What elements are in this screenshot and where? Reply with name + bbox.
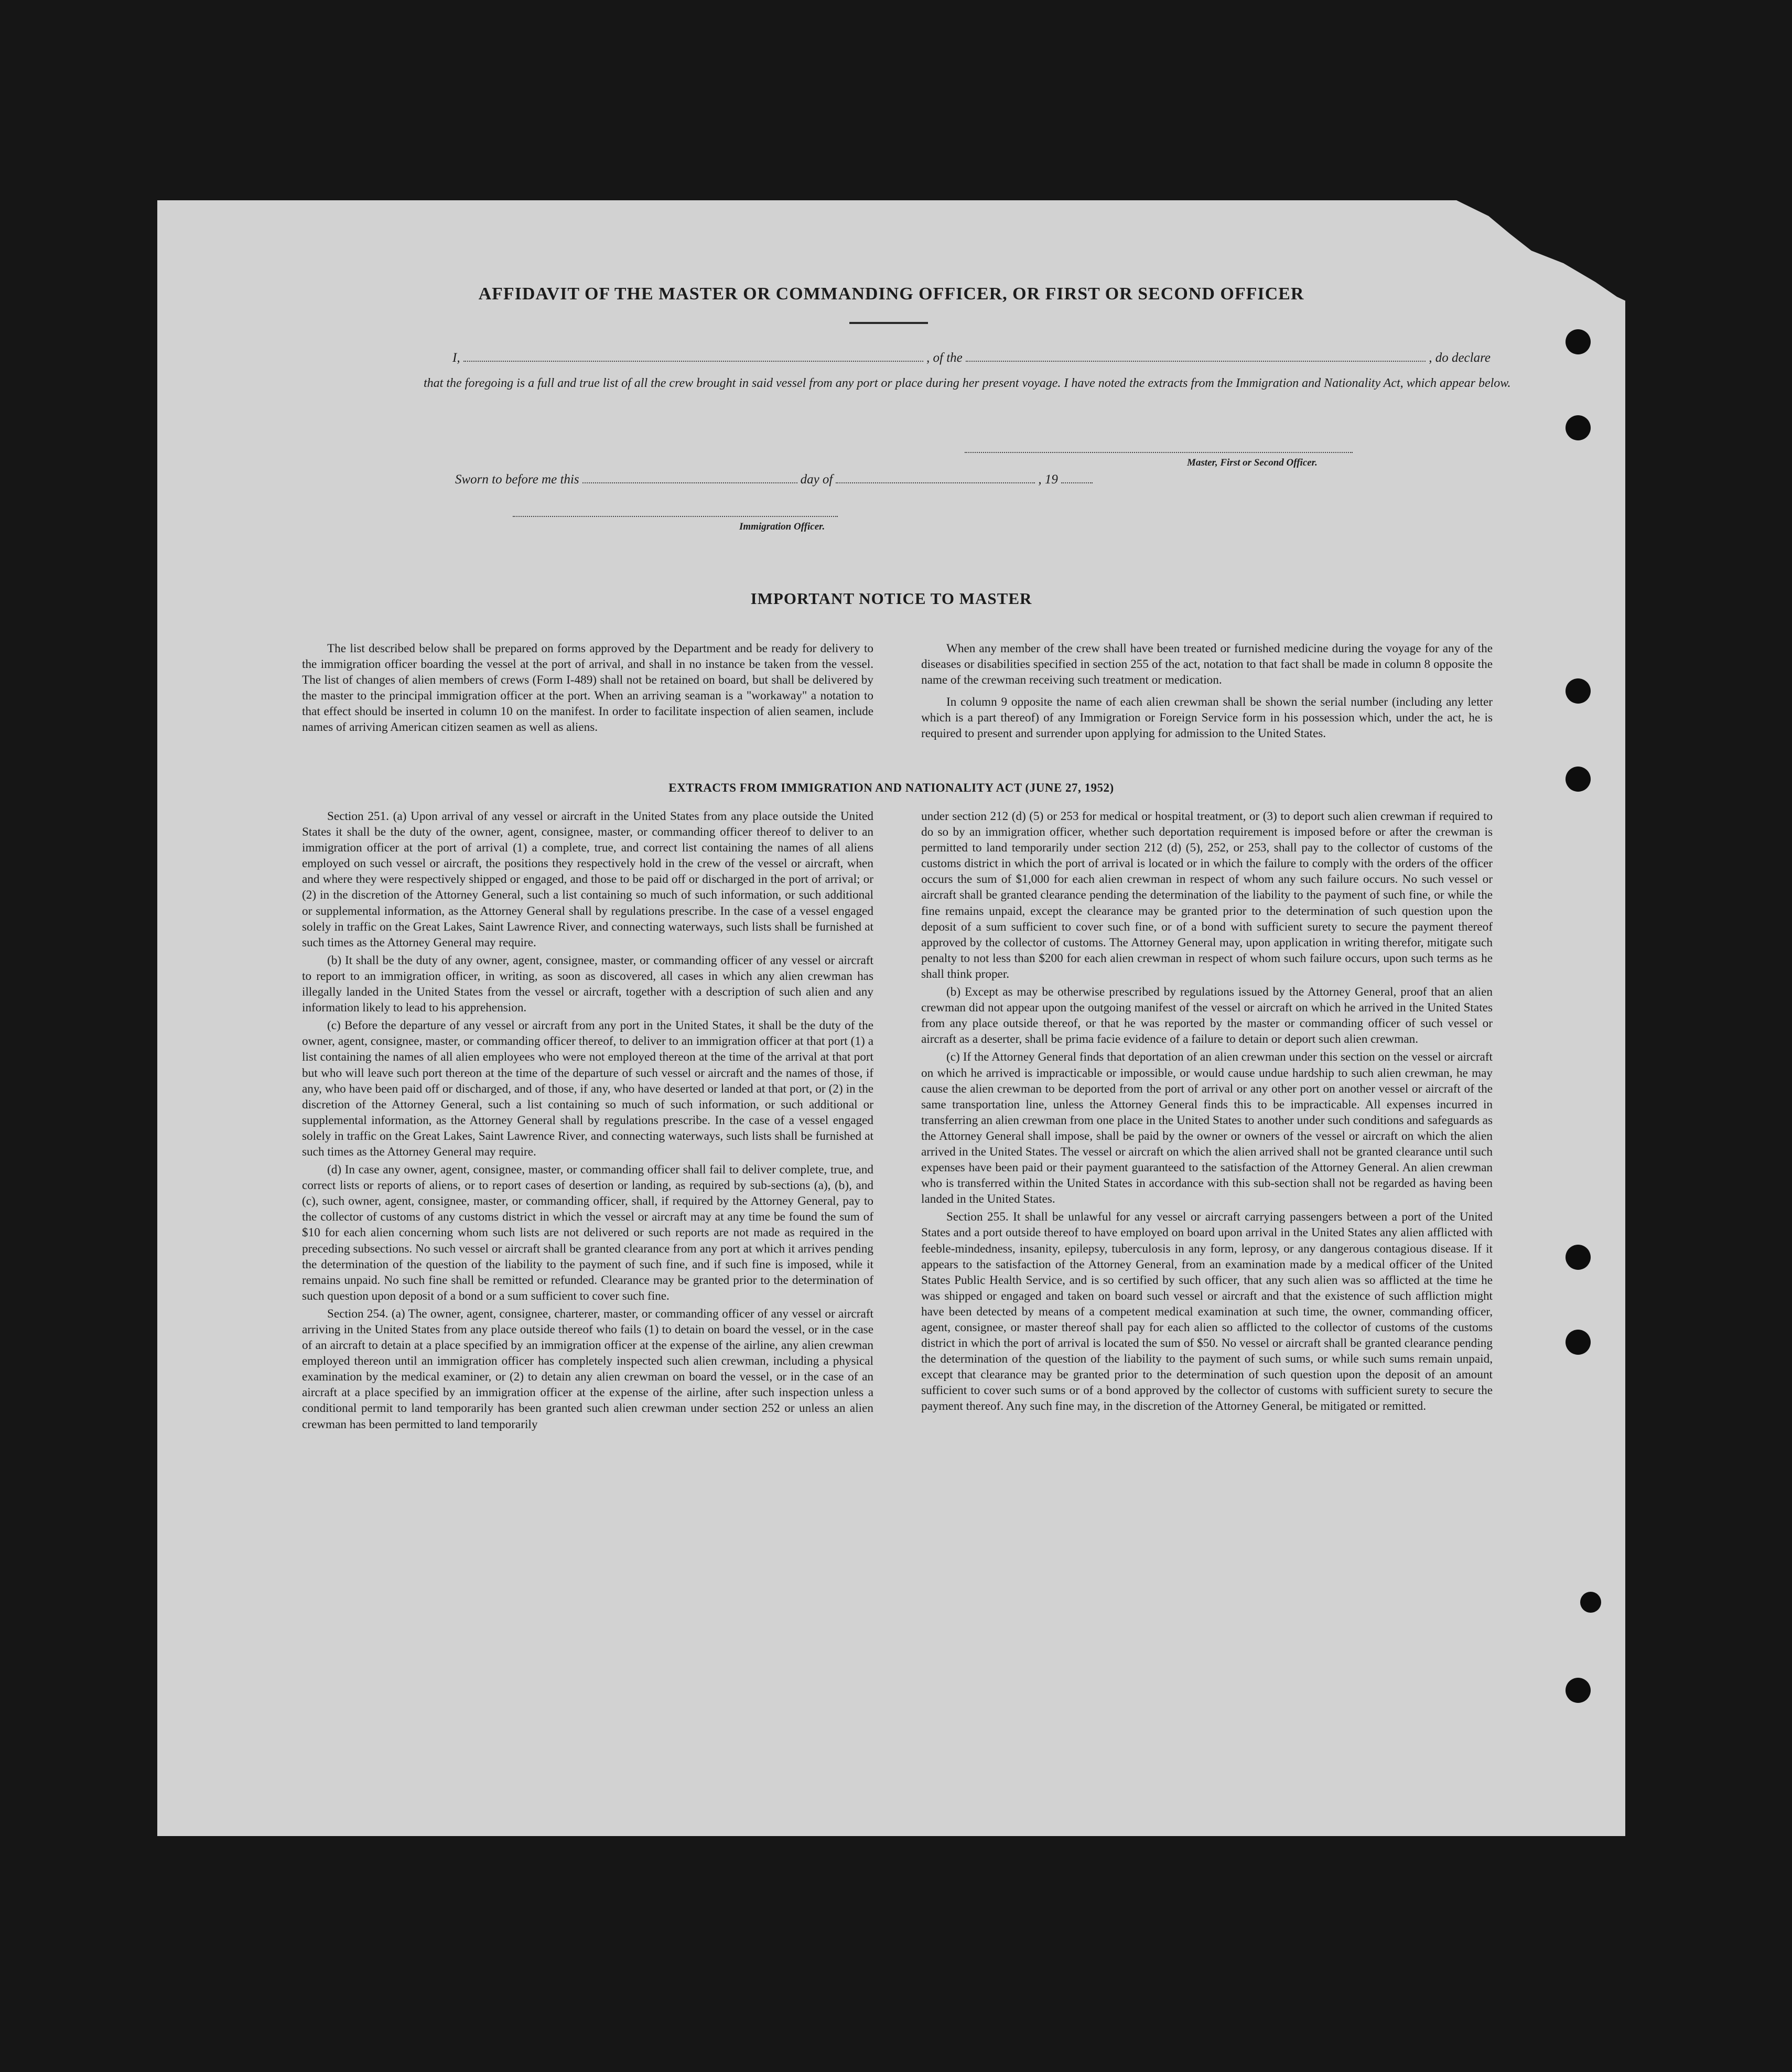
sworn-month-blank[interactable] [836, 472, 1035, 483]
sworn-year-blank[interactable] [1061, 472, 1093, 483]
punch-hole [1566, 678, 1591, 704]
act-paragraph: (c) If the Attorney General finds that deportation of an alien crewman under this section on the vessel or aircraft on which he arrived is impracticable or impossible, or would cause undue hardship to such alien crewman, he may cause the alien crewman to be deported from the port of arrival or any other port on another vessel or aircraft of the same transportation line, unless the Attorney General finds this to be impracticable. All expenses incurred in transferring an alien crewman from one place in the United States to another under such conditions and safeguards as the Attorney General shall impose, shall be paid by the owner or owners of the vessel or aircraft on which the alien arrived in the United States. The vessel or aircraft on which the alien arrived shall not be granted clearance until such expenses have been paid or their payment guaranteed to the satisfaction of the Attorney General. An alien crewman who is transferred within the United States in accordance with this sub-section shall not be regarded as having been landed in the United States. [921, 1050, 1493, 1206]
sworn-before-label: Sworn to before me this [455, 472, 579, 487]
act-paragraph: (c) Before the departure of any vessel or aircraft from any port in the United States, it shall be the duty of the owner, agent, consignee, master, or commanding officer thereof, to deliver to an immigration officer at that port (1) a list containing the names of all alien employees who were not employed thereon at the time of the arrival at that port but who will leave such port thereon at the time of the departure of such vessel or aircraft and the names of those, if any, who have been paid off or discharged, and of those, if any, who have deserted or landed at that port, or (2) in the discretion of the Attorney General, such a list containing so much of such information, or such additional or supplemental information, as the Attorney General shall by regulations prescribe. In the case of a vessel engaged solely in traffic on the Great Lakes, Saint Lawrence River, and connecting waterways, such lists shall be furnished at such times as the Attorney General may require. [302, 1019, 873, 1159]
immigration-officer-signature-line[interactable] [513, 516, 838, 517]
extracts-left-column [302, 808, 873, 1432]
act-paragraph: Section 254. (a) The owner, agent, consignee, charterer, master, or commanding officer of any vessel or aircraft arriving in the United States from any place outside thereof who fails (1) to detain on board the vessel, or in the case of an aircraft to detain at a place specified by an immigration officer at the expense of the airline, any alien crewman employed thereon until an immigration officer has completely inspected such alien crewman, including a physical examination by the medical examiner, or (2) to detain any alien crewman on board the vessel, or in the case of an aircraft at a place specified by an immigration officer at the expense of the airline, after such inspection unless a conditional permit to land temporarily has been granted such alien crewman under section 252 or unless an alien crewman has been permitted to land temporarily [302, 1307, 873, 1431]
punch-hole [1566, 1678, 1591, 1703]
punch-hole [1580, 1592, 1601, 1613]
sworn-line [455, 472, 1294, 487]
document-page [157, 200, 1625, 1836]
act-paragraph: Section 255. It shall be unlawful for any vessel or aircraft carrying passengers between a port of the United States and a port outside thereof to have employed on board upon arrival in the United States any alien afflicted with feeble-mindedness, insanity, epilepsy, tuberculosis in any form, leprosy, or any dangerous contagious disease. If it appears to the satisfaction of the Attorney General, from an examination made by a medical officer of the United States Public Health Service, and is so certified by such officer, that any such alien was so afflicted at the time he was shipped or engaged and taken on board such vessel or aircraft and that the existence of such affliction might have been detected by means of a competent medical examination at such time, the owner, commanding officer, agent, consignee, or master thereof shall pay for each alien so afflicted to the collector of customs of the customs district in which the port of arrival is located the sum of $50. No vessel or aircraft shall be granted clearance pending the determination of the question of the liability to the payment of such sums, or while such sums remain unpaid, except that clearance may be granted prior to the determination of such question upon the deposit of an amount sufficient to cover such sums or of a bond approved by the collector of customs with sufficient surety to secure the payment thereof. Any such fine may, in the discretion of the Attorney General, be mitigated or remitted. [921, 1210, 1493, 1413]
act-paragraph: (b) Except as may be otherwise prescribed by regulations issued by the Attorney General, proof that an alien crewman did not appear upon the outgoing manifest of the vessel or aircraft on which he arrived in the United States from any place outside thereof, or that he was reported by the master or commanding officer of such vessel or aircraft as a deserter, shall be prima facie evidence of a failure to detain or deport such alien crewman. [921, 985, 1493, 1046]
affidavit-declaration-text: that the foregoing is a full and true list of all the crew brought in said vessel from any port or place during her present voyage. I have noted the extracts from the Immigration and Nationality Act, which appear below. [424, 376, 1511, 390]
day-of-label: day of [800, 472, 833, 487]
extracts-title: EXTRACTS FROM IMMIGRATION AND NATIONALITY ACT (JUNE 27, 1952) [668, 781, 1114, 794]
punch-hole [1566, 415, 1591, 440]
act-paragraph: (d) In case any owner, agent, consignee, master, or commanding officer shall fail to deliver complete, true, and correct lists or reports of aliens, or to report cases of desertion or landing, as required by sub-sections (a), (b), and (c), such owner, agent, consignee, master, or commanding officer, shall, if required by the Attorney General, pay to the collector of customs of any customs district in which the vessel or aircraft may at any time be found the sum of $10 for each alien concerning whom such lists are not delivered or such reports are not made as required in the preceding subsections. No such vessel or aircraft shall be granted clearance from any port at which it arrives pending the determination of the question of the liability to the payment of such fine, and if such fine is imposed, while it remains unpaid. No such fine shall be remitted or refunded. Clearance may be granted prior to the determination of such question upon deposit of a bond or a sum sufficient to cover such fine. [302, 1163, 873, 1303]
extracts-right-column [921, 808, 1493, 1415]
immigration-officer-label: Immigration Officer. [739, 521, 825, 532]
vessel-blank[interactable] [966, 350, 1426, 362]
declaration-of-the: , of the [926, 351, 963, 365]
punch-hole [1566, 1330, 1591, 1355]
notice-paragraph: When any member of the crew shall have been treated or furnished medicine during the voyage for any of the diseases or disabilities specified in section 255 of the act, notation to that fact shall be made in column 8 opposite the name of the crewman receiving such treatment or medication. [921, 642, 1493, 687]
title-rule [849, 322, 928, 324]
declaration-do-declare: , do declare [1429, 351, 1491, 365]
sworn-day-blank[interactable] [582, 472, 797, 483]
notice-paragraph: In column 9 opposite the name of each alien crewman shall be shown the serial number (including any letter which is a part thereof) of any Immigration or Foreign Service form in his possession which, under the act, he is required to present and surrender upon applying for admission to the United States. [921, 695, 1493, 741]
master-signature-label: Master, First or Second Officer. [1187, 457, 1318, 468]
affidavit-declaration-line [452, 350, 1491, 365]
year-prefix-label: , 19 [1038, 472, 1058, 487]
punch-hole [1566, 1245, 1591, 1270]
notice-paragraph: The list described below shall be prepared on forms approved by the Department and be ready for delivery to the immigration officer boarding the vessel at the port of arrival, and shall in no instance be taken from the vessel. The list of changes of alien members of crews (Form I-489) shall not be retained on board, but shall be delivered by the master to the principal immigration officer at the port. When an arriving seaman is a "workaway" a notation to that effect should be inserted in column 10 on the manifest. In order to facilitate inspection of alien seamen, include names of arriving American citizen seamen as well as aliens. [302, 642, 873, 735]
act-paragraph: under section 212 (d) (5) or 253 for medical or hospital treatment, or (3) to deport such alien crewman if required to do so by an immigration officer, whether such deportation requirement is imposed before or after the crewman is permitted to land temporarily under section 212 (d) (5), 252, or 253, shall pay to the collector of customs of the customs district in which the port of arrival is located or in which the failure to comply with the orders of the officer occurs the sum of $1,000 for each alien crewman in respect of whom any such failure occurs. No such vessel or aircraft shall be granted clearance pending the determination of the liability to the payment of such fine, or while the fine remains unpaid, except the clearance may be granted prior to the determination of such question upon the deposit of a sum sufficient to cover such fine, or of a bond with sufficient surety to secure the payment thereof approved by the collector of customs. The Attorney General may, upon application in writing therefor, mitigate such penalty to not less than $200 for each alien crewman in respect of whom such failure occurs, upon such terms as he shall think proper. [921, 810, 1493, 981]
notice-left-column [302, 641, 873, 736]
act-paragraph: (b) It shall be the duty of any owner, agent, consignee, master, or commanding officer of any vessel or aircraft to report to an immigration officer, in writing, as soon as discovered, all cases in which any alien crewman has illegally landed in the United States from the vessel or aircraft, together with a description of such alien and any information likely to lead to his apprehension. [302, 953, 873, 1015]
master-signature-line[interactable] [965, 452, 1353, 453]
notice-title: IMPORTANT NOTICE TO MASTER [750, 589, 1032, 608]
name-blank[interactable] [463, 350, 923, 362]
declaration-i: I, [452, 351, 460, 365]
punch-hole [1566, 329, 1591, 354]
affidavit-title: AFFIDAVIT OF THE MASTER OR COMMANDING OFFICER, OR FIRST OR SECOND OFFICER [478, 284, 1304, 304]
act-paragraph: Section 251. (a) Upon arrival of any vessel or aircraft in the United States from any place outside the United States it shall be the duty of the owner, agent, consignee, master, or commanding officer thereof to deliver to an immigration officer at the port of arrival (1) a complete, true, and correct list containing the names of all aliens employed on such vessel or aircraft, the positions they respectively hold in the crew of the vessel or aircraft, when and where they were respectively shipped or engaged, and those to be paid off or discharged in the port of arrival; or (2) in the discretion of the Attorney General, such a list containing so much of such information, or such additional or supplemental information, as the Attorney General shall by regulations prescribe. In the case of a vessel engaged solely in traffic on the Great Lakes, Saint Lawrence River, and connecting waterways, such lists shall be furnished at such times as the Attorney General may require. [302, 810, 873, 949]
notice-right-column [921, 641, 1493, 742]
